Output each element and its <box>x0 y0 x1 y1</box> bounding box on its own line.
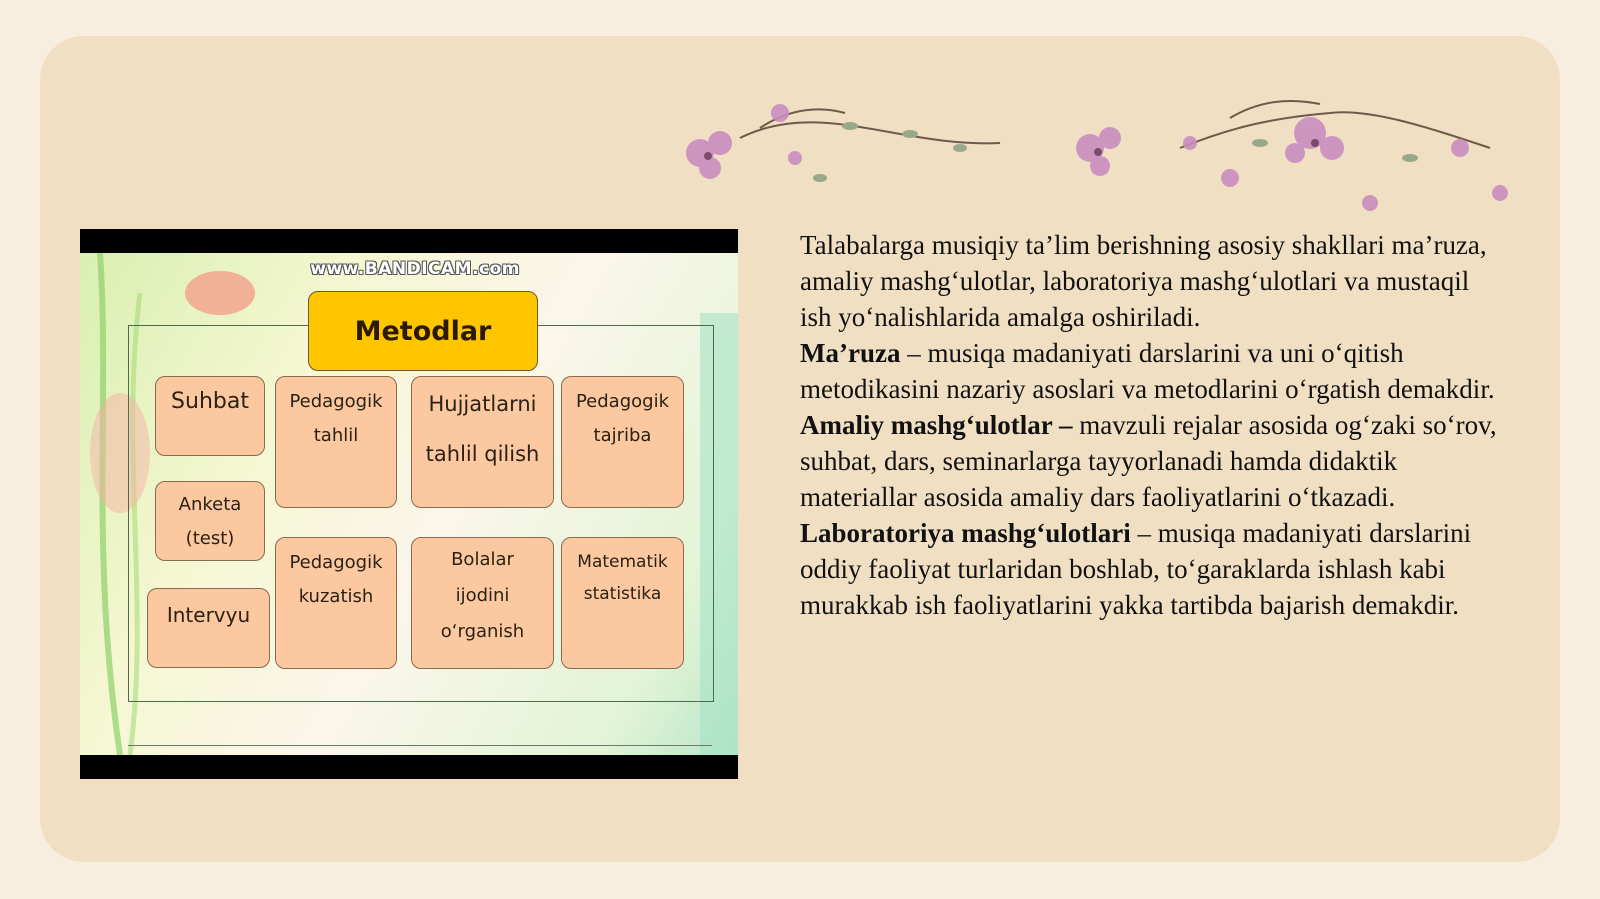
slide-title: Metodlar <box>308 291 538 371</box>
watermark-text: www.BANDICAM.com <box>310 259 520 279</box>
method-box: Suhbat <box>155 376 265 456</box>
slide-baseline <box>128 745 712 746</box>
term-practical: Amaliy mashg‘ulotlar – <box>800 410 1073 440</box>
body-lecture: – musiqa madaniyati darslarini va uni o‘qitish metodikasini nazariy asoslari va metodlarini o‘rgatish demakdir. <box>800 338 1495 404</box>
method-box: Intervyu <box>147 588 270 668</box>
video-slide <box>80 253 738 755</box>
body-practical: mavzuli rejalar asosida og‘zaki so‘rov, suhbat, dars, seminarlarga tayyorlanadi hamda didaktik materiallar asosida amaliy dars faoliyatlarini o‘tkazadi. <box>800 410 1497 512</box>
floral-branch-decoration <box>670 88 1530 238</box>
body-laboratory: – musiqa madaniyati darslarini oddiy faoliyat turlaridan boshlab, to‘garaklarda ishlash kabi murakkab ish faoliyatlarini yakka tartibda bajarish demakdir. <box>800 518 1472 620</box>
method-box: Bolalar ijodini o‘rganish <box>411 537 554 669</box>
body-text <box>800 227 1500 623</box>
paragraph-laboratory <box>800 515 1500 623</box>
method-box: Pedagogik kuzatish <box>275 537 397 669</box>
method-box: Pedagogik tahlil <box>275 376 397 508</box>
term-laboratory: Laboratoriya mashg‘ulotlari <box>800 518 1131 548</box>
paragraph-practical <box>800 407 1500 515</box>
paragraph-lecture <box>800 335 1500 407</box>
intro-paragraph: Talabalarga musiqiy ta’lim berishning asosiy shakllari ma’ruza, amaliy mashg‘ulotlar, laboratoriya mashg‘ulotlari va mustaqil ish yo‘nalishlarida amalga oshiriladi. <box>800 230 1487 332</box>
video-screenshot <box>80 229 738 779</box>
method-box: Pedagogik tajriba <box>561 376 684 508</box>
method-box: Anketa (test) <box>155 481 265 561</box>
method-box: Hujjatlarni tahlil qilish <box>411 376 554 508</box>
term-lecture: Ma’ruza <box>800 338 901 368</box>
method-box: Matematik statistika <box>561 537 684 669</box>
